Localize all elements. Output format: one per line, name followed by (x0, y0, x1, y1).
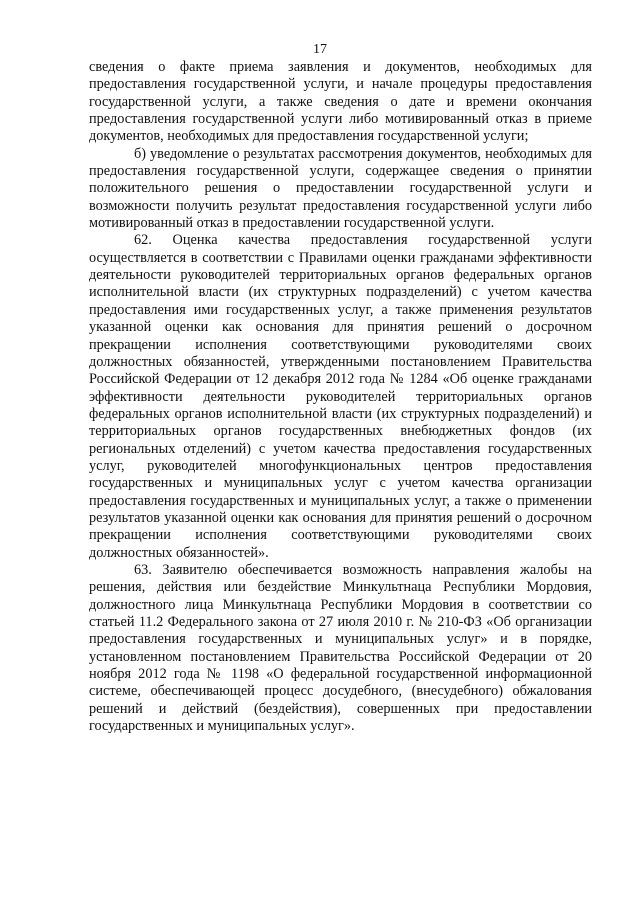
paragraph-62: 62. Оценка качества предоставления государственной услуги осуществляется в соответствии с Правилами оценки гражданами эффективности деятельности руководителей территориальных органов федеральных органов исполнительной власти (их структурных подразделений) с учетом качества предоставления ими государственных услуг, а также применения результатов указанной оценки как основания для принятия решений о досрочном прекращении исполнения соответствующими руководителями своих должностных обязанностей, утвержденными постановлением Правительства Российской Федерации от 12 декабря 2012 года № 1284 «Об оценке гражданами эффективности деятельности руководителей территориальных органов федеральных органов исполнительной власти (их структурных подразделений) и территориальных органов государственных внебюджетных фондов (их региональных отделений) с учетом качества предоставления государственных услуг, руководителей многофункциональных центров предоставления государственных и муниципальных услуг с учетом качества организации предоставления государственных и муниципальных услуг, а также о применении результатов указанной оценки как основания для принятия решений о досрочном прекращении исполнения соответствующими руководителями своих должностных обязанностей». (89, 232, 592, 561)
paragraph-continuation: сведения о факте приема заявления и документов, необходимых для предоставления государственной услуги, и начале процедуры предоставления государственной услуги, а также сведения о дате и времени окончания предоставления государственной услуги либо мотивированный отказ в приеме документов, необходимых для предоставления государственной услуги; (89, 59, 592, 145)
paragraph-item-b: б) уведомление о результатах рассмотрения документов, необходимых для предоставления государственной услуги, содержащее сведения о принятии положительного решения о предоставлении государственной услуги и возможности получить результат предоставления государственной услуги либо мотивированный отказ в предоставлении государственной услуги. (89, 145, 592, 232)
paragraph-63: 63. Заявителю обеспечивается возможность направления жалобы на решения, действия или бездействие Минкультнаца Республики Мордовия, должностного лица Минкультнаца Республики Мордовия в соответствии со статьей 11.2 Федерального закона от 27 июля 2010 г. № 210-ФЗ «Об организации предоставления государственных и муниципальных услуг» и в порядке, установленном постановлением Правительства Российской Федерации от 20 ноября 2012 года № 1198 «О федеральной государственной информационной системе, обеспечивающей процесс досудебного, (внесудебного) обжалования решений и действий (бездействия), совершенных при предоставлении государственных и муниципальных услуг». (89, 561, 592, 735)
document-body (89, 59, 592, 735)
page-number: 17 (313, 42, 327, 57)
